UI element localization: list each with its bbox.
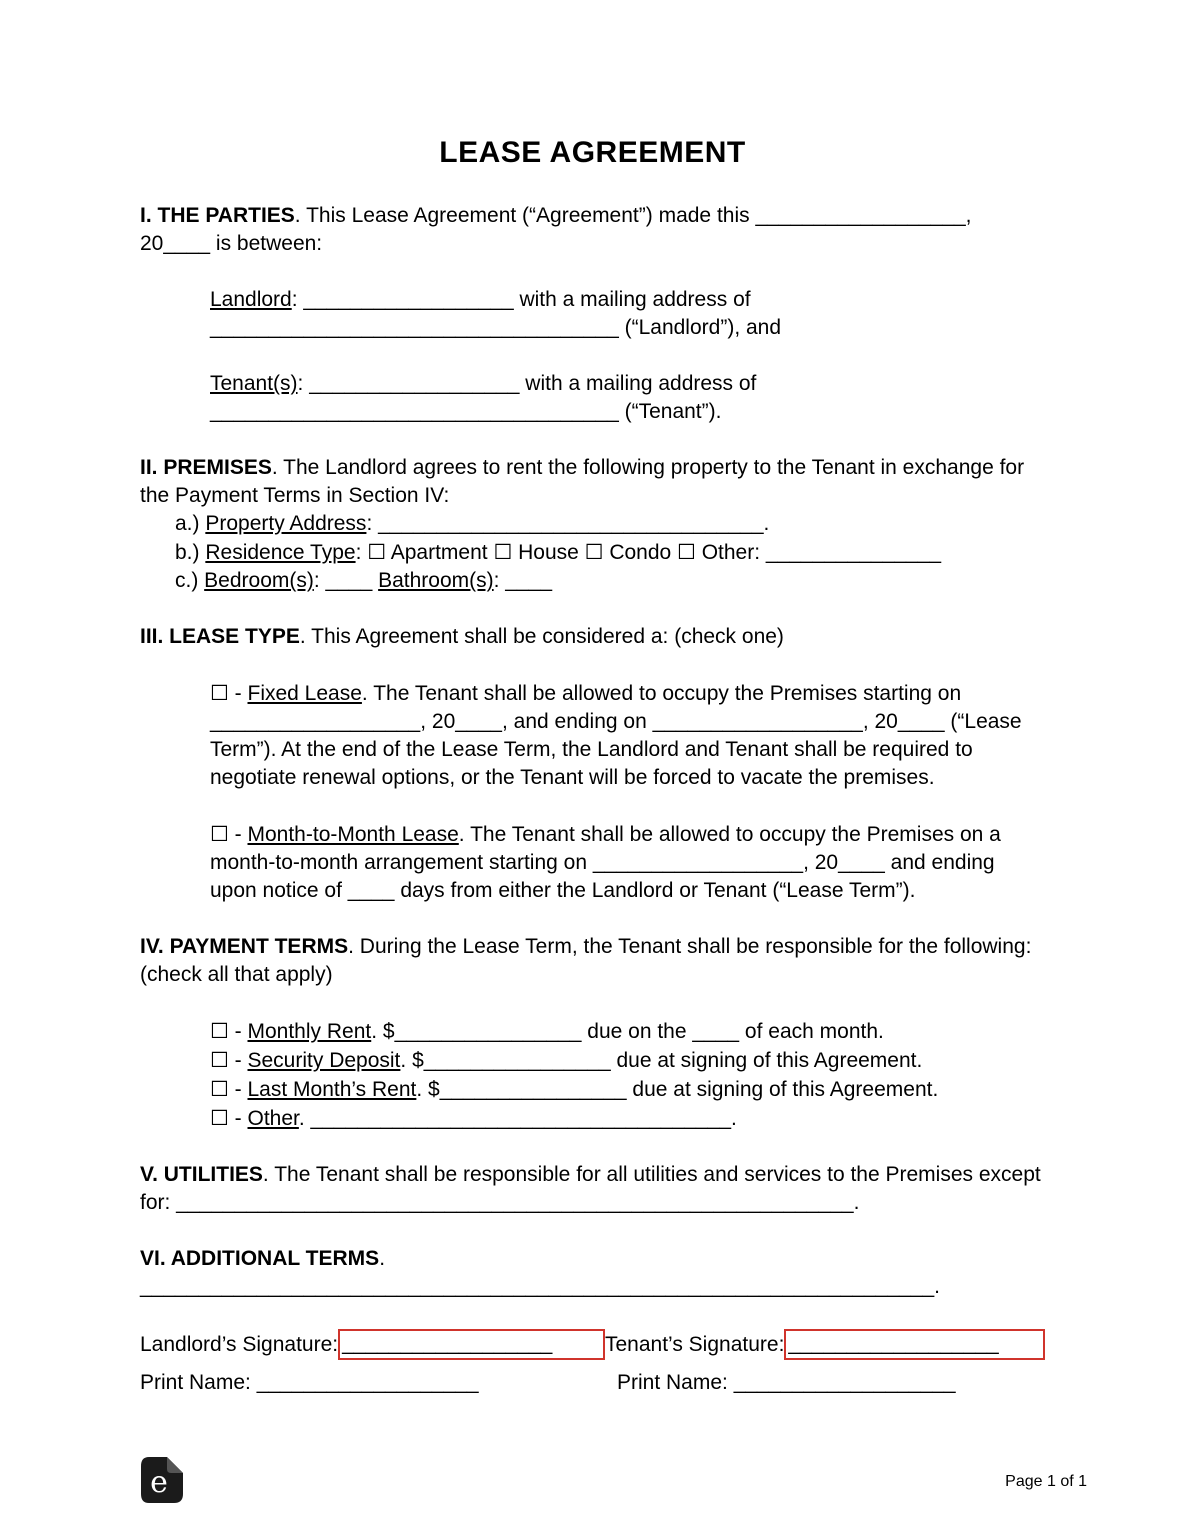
premises-paragraph	[140, 454, 1045, 510]
landlord-signature-group	[140, 1329, 605, 1360]
bathrooms-blank: : ____	[493, 569, 553, 592]
fixed-lease-label: Fixed Lease	[247, 682, 362, 705]
lease-type-intro-text: . This Agreement shall be considered a: (check one)	[299, 625, 784, 648]
last-months-rent-text: . $________________ due at signing of this Agreement.	[416, 1078, 939, 1101]
landlord-clause-text: : __________________ with a mailing address of ___________________________________ (“Landlord”), and	[210, 288, 782, 339]
last-months-rent-label: Last Month’s Rent	[247, 1078, 417, 1101]
payment-item-other	[210, 1104, 1045, 1133]
document-title: LEASE AGREEMENT	[439, 136, 746, 169]
additional-terms-blank: . ____________________________________________________________________.	[140, 1247, 941, 1298]
eforms-logo	[140, 1456, 184, 1504]
parties-intro-text: . This Lease Agreement (“Agreement”) made this __________________, 20____ is between:	[140, 204, 972, 255]
checkbox-security-deposit[interactable]: ☐	[210, 1048, 229, 1072]
checkbox-condo[interactable]: ☐	[584, 540, 604, 564]
utilities-text: . The Tenant shall be responsible for all utilities and services to the Premises except for: __________________________________________________________.	[140, 1163, 1041, 1214]
payment-item-monthly-rent	[210, 1017, 1045, 1046]
condo-option-label: Condo	[603, 541, 678, 564]
tenant-clause	[210, 370, 1045, 426]
security-deposit-text: . $________________ due at signing of this Agreement.	[400, 1049, 923, 1072]
month-to-month-label: Month-to-Month Lease	[247, 823, 459, 846]
checkbox-apartment[interactable]: ☐	[367, 540, 387, 564]
tenant-print-name: Print Name: ___________________	[617, 1371, 956, 1394]
checkbox-residence-other[interactable]: ☐	[677, 540, 696, 564]
premises-item-rooms	[175, 567, 1045, 595]
payment-terms-intro-text: . During the Lease Term, the Tenant shall be responsible for the following: (check all that apply)	[140, 935, 1032, 986]
payment-terms-section	[140, 933, 1045, 1133]
monthly-rent-label: Monthly Rent	[247, 1020, 372, 1043]
payment-item-last-months-rent	[210, 1075, 1045, 1104]
house-option-label: House	[512, 541, 585, 564]
item-b-prefix: b.)	[175, 541, 206, 564]
premises-section	[140, 454, 1045, 595]
tenant-signature-blank: __________________	[788, 1332, 999, 1355]
checkbox-last-months-rent[interactable]: ☐	[210, 1077, 229, 1101]
monthly-rent-text: . $________________ due on the ____ of each month.	[371, 1020, 884, 1043]
page-indicator: Page 1 of 1	[1005, 1473, 1087, 1490]
landlord-signature-label: Landlord’s Signature:	[140, 1332, 339, 1356]
payment-terms-heading: IV. PAYMENT TERMS	[140, 935, 349, 958]
additional-terms-paragraph	[140, 1245, 1045, 1301]
premises-heading: II. PREMISES	[140, 456, 272, 479]
lease-type-paragraph	[140, 623, 1045, 651]
lease-type-heading: III. LEASE TYPE	[140, 625, 300, 648]
landlord-clause	[210, 286, 1045, 342]
tenant-clause-text: : __________________ with a mailing address of ___________________________________ (“Tenant”).	[210, 372, 757, 423]
landlord-signature-field[interactable]	[338, 1329, 605, 1360]
premises-item-residence-type	[175, 538, 1045, 567]
tenant-signature-label: Tenant’s Signature:	[605, 1332, 785, 1356]
apartment-option-label: Apartment	[386, 541, 494, 564]
checkbox-monthly-rent[interactable]: ☐	[210, 1019, 229, 1043]
residence-type-label: Residence Type	[205, 541, 356, 564]
eforms-logo-graphic	[140, 1456, 184, 1504]
additional-terms-heading: VI. ADDITIONAL TERMS	[140, 1247, 380, 1270]
checkbox-fixed-lease[interactable]: ☐	[210, 681, 229, 705]
tenant-signature-group	[605, 1329, 1045, 1360]
payment-other-dash: -	[228, 1107, 248, 1130]
payment-item-security-deposit	[210, 1046, 1045, 1075]
residence-type-colon: :	[355, 541, 368, 564]
month-to-month-text: . The Tenant shall be allowed to occupy the Premises on a month-to-month arrangement starting on __________________, 20____ and ending upon notice of ____ days from either the Landlord or Tenant (“Lease Term”).	[210, 823, 1001, 902]
security-deposit-label: Security Deposit	[247, 1049, 401, 1072]
payment-terms-paragraph	[140, 933, 1045, 989]
payment-other-label: Other	[247, 1107, 299, 1130]
premises-intro-text: . The Landlord agrees to rent the following property to the Tenant in exchange for the Payment Terms in Section IV:	[140, 456, 1025, 507]
checkbox-month-to-month[interactable]: ☐	[210, 822, 229, 846]
monthly-rent-dash: -	[228, 1020, 248, 1043]
eforms-logo-letter: e	[150, 1465, 168, 1500]
item-c-prefix: c.)	[175, 569, 205, 592]
bathrooms-label: Bathroom(s)	[378, 569, 494, 592]
utilities-heading: V. UTILITIES	[140, 1163, 263, 1186]
last-months-rent-dash: -	[228, 1078, 248, 1101]
residence-other-label: Other: _______________	[695, 541, 942, 564]
utilities-paragraph	[140, 1161, 1045, 1217]
month-to-month-clause	[210, 820, 1045, 905]
payment-other-text: . ____________________________________.	[298, 1107, 737, 1130]
landlord-signature-blank: __________________	[342, 1332, 553, 1355]
parties-paragraph	[140, 202, 1045, 258]
fixed-lease-text: . The Tenant shall be allowed to occupy the Premises starting on __________________, 20____, and ending on __________________, 20____ (“Lease Term”). At the end of the Lease Term, the Landlord and Tenant shall be required to negotiate renewal options, or the Tenant will be forced to vacate the premises.	[210, 682, 1022, 789]
parties-heading: I. THE PARTIES	[140, 204, 295, 227]
bedrooms-blank: : ____	[313, 569, 379, 592]
landlord-label: Landlord	[210, 288, 292, 311]
property-address-label: Property Address	[205, 512, 367, 535]
fixed-lease-clause	[210, 679, 1045, 792]
premises-item-property-address	[175, 510, 1045, 538]
property-address-blank: : _________________________________.	[366, 512, 770, 535]
tenant-label: Tenant(s)	[210, 372, 298, 395]
fixed-lease-dash: -	[228, 682, 248, 705]
print-name-row	[140, 1369, 1045, 1397]
tenant-signature-field[interactable]	[784, 1329, 1045, 1360]
checkbox-house[interactable]: ☐	[493, 540, 513, 564]
signature-row	[140, 1329, 1045, 1360]
bedrooms-label: Bedroom(s)	[204, 569, 314, 592]
item-a-prefix: a.)	[175, 512, 206, 535]
landlord-print-name: Print Name: ___________________	[140, 1371, 479, 1394]
month-to-month-dash: -	[228, 823, 248, 846]
security-deposit-dash: -	[228, 1049, 248, 1072]
checkbox-payment-other[interactable]: ☐	[210, 1106, 229, 1130]
